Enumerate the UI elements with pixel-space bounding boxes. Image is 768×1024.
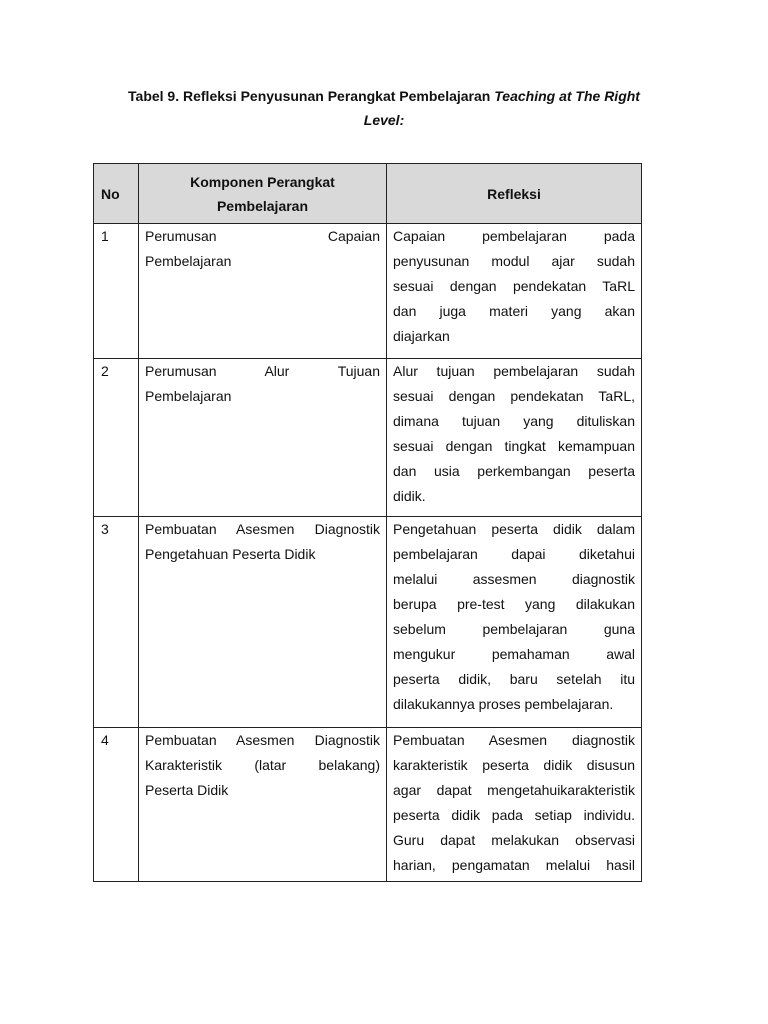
reflection-line: dimana tujuan yang dituliskan <box>393 413 635 429</box>
component-cell <box>139 359 387 517</box>
reflection-line: Guru dapat melakukan observasi <box>393 832 635 848</box>
row-number-cell <box>94 728 139 882</box>
row-number-cell <box>94 224 139 359</box>
reflection-line: Alur tujuan pembelajaran sudah <box>393 363 635 379</box>
reflection-cell <box>387 517 642 728</box>
caption-italic-text: Teaching at The Right <box>494 88 640 104</box>
caption-italic-text-line2: Level: <box>363 112 405 128</box>
component-cell <box>139 224 387 359</box>
component-line: Pembuatan Asesmen Diagnostik <box>145 521 380 537</box>
table-row <box>94 517 642 728</box>
reflection-line: peserta didik pada setiap individu. <box>393 807 635 823</box>
component-line: Pembelajaran <box>145 253 232 269</box>
reflection-line: sesuai dengan tingkat kemampuan <box>393 438 635 454</box>
reflection-line: sesuai dengan pendekatan TaRL, <box>393 388 635 404</box>
table-row <box>94 728 642 882</box>
reflection-line: diajarkan <box>393 328 450 344</box>
reflection-line: pembelajaran dapai diketahui <box>393 546 635 562</box>
reflection-line: Pengetahuan peserta didik dalam <box>393 521 635 537</box>
reflection-cell <box>387 728 642 882</box>
reflection-line: didik. <box>393 488 426 504</box>
table-caption <box>80 84 688 132</box>
reflection-line: penyusunan modul ajar sudah <box>393 253 635 269</box>
reflection-line: Pembuatan Asesmen diagnostik <box>393 732 635 748</box>
reflection-line: dan juga materi yang akan <box>393 303 635 319</box>
reflection-line: agar dapat mengetahuikarakteristik <box>393 782 635 798</box>
row-number-cell <box>94 359 139 517</box>
reflection-line: mengukur pemahaman awal <box>393 646 635 662</box>
header-component <box>139 164 387 224</box>
row-number-cell <box>94 517 139 728</box>
reflection-cell <box>387 224 642 359</box>
reflection-line: Capaian pembelajaran pada <box>393 228 635 244</box>
reflection-line: sebelum pembelajaran guna <box>393 621 635 637</box>
row-number: 4 <box>101 732 109 748</box>
component-line: Pembuatan Asesmen Diagnostik <box>145 732 380 748</box>
component-line: Peserta Didik <box>145 782 229 798</box>
reflection-table <box>93 163 642 882</box>
component-line: Pengetahuan Peserta Didik <box>145 546 316 562</box>
component-line: Karakteristik (latar belakang) <box>145 757 380 773</box>
header-reflection: Refleksi <box>387 164 642 224</box>
row-number: 2 <box>101 363 109 379</box>
reflection-line: dan usia perkembangan peserta <box>393 463 635 479</box>
table-row <box>94 359 642 517</box>
reflection-line: sesuai dengan pendekatan TaRL <box>393 278 635 294</box>
reflection-line: melalui assesmen diagnostik <box>393 571 635 587</box>
component-line: Perumusan Alur Tujuan <box>145 363 380 379</box>
header-component-line2: Pembelajaran <box>216 197 309 214</box>
header-component-line1: Komponen Perangkat <box>190 173 335 190</box>
reflection-line: berupa pre-test yang dilakukan <box>393 596 635 612</box>
component-cell <box>139 517 387 728</box>
header-no: No <box>94 164 139 224</box>
component-line: Perumusan Capaian <box>145 228 380 244</box>
row-number: 3 <box>101 521 109 537</box>
component-line: Pembelajaran <box>145 388 232 404</box>
table-header-row <box>94 164 642 224</box>
reflection-line: karakteristik peserta didik disusun <box>393 757 635 773</box>
reflection-line: harian, pengamatan melalui hasil <box>393 857 635 873</box>
component-cell <box>139 728 387 882</box>
caption-text: Tabel 9. Refleksi Penyusunan Perangkat Pembelajaran <box>128 88 495 104</box>
reflection-line: peserta didik, baru setelah itu <box>393 671 635 687</box>
row-number: 1 <box>101 228 109 244</box>
table-row <box>94 224 642 359</box>
reflection-line: dilakukannya proses pembelajaran. <box>393 696 614 712</box>
reflection-cell <box>387 359 642 517</box>
